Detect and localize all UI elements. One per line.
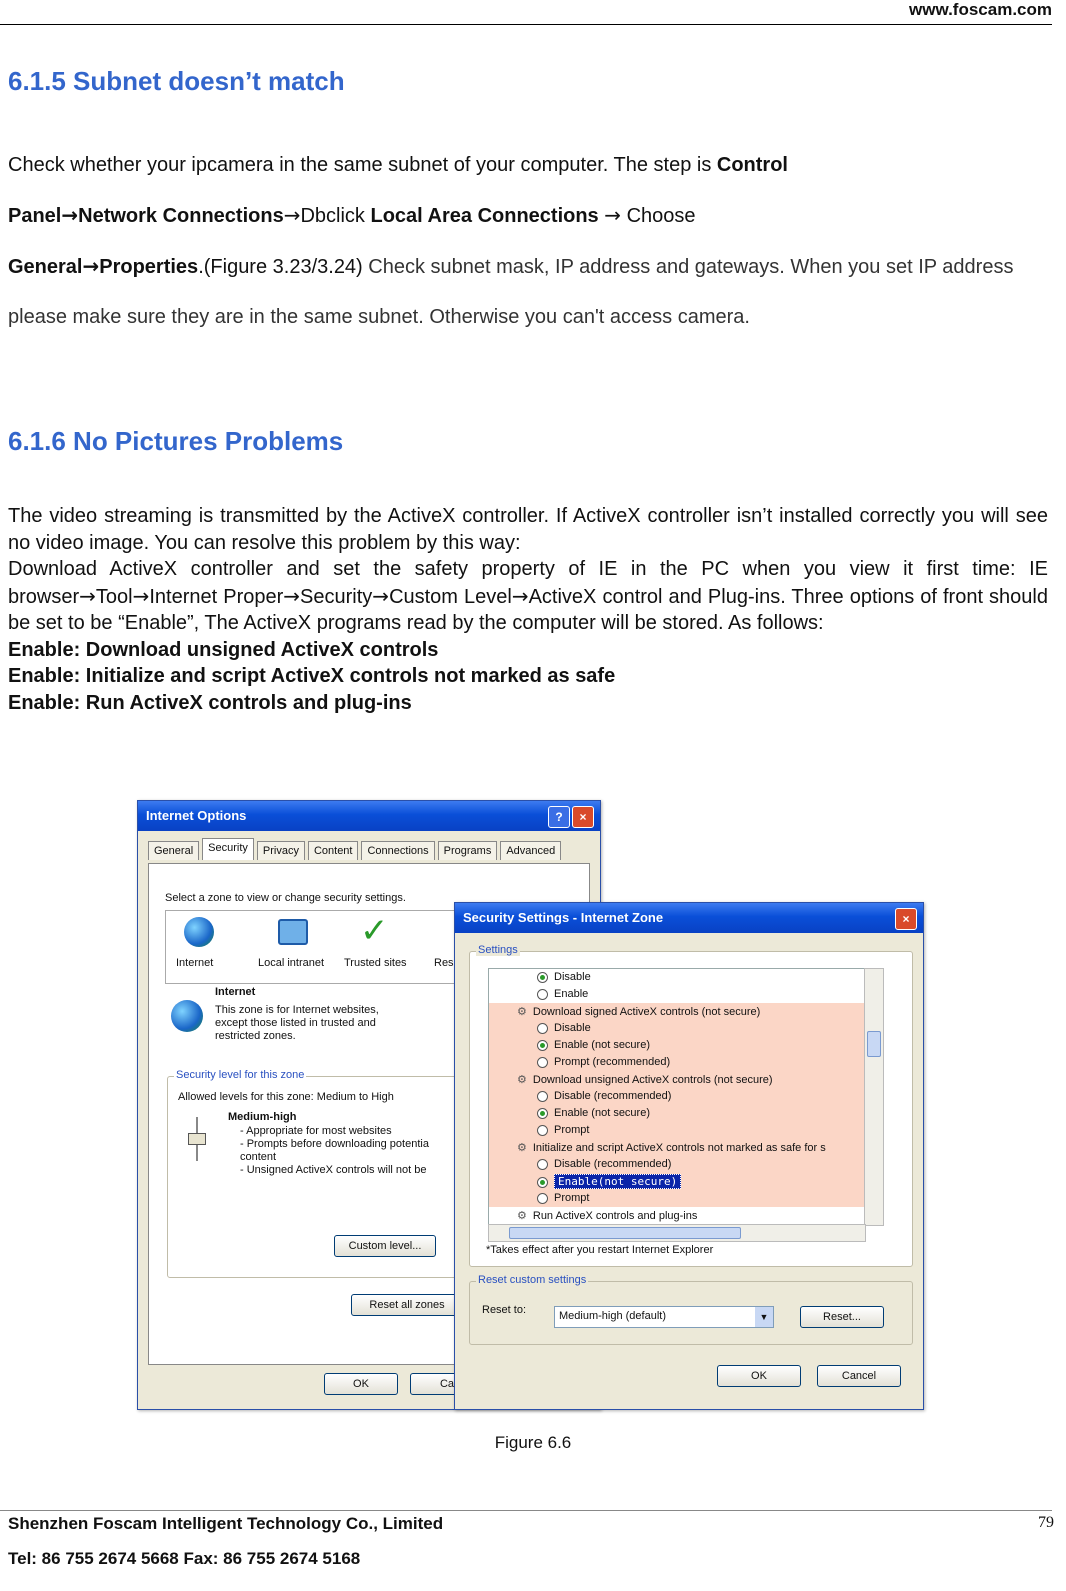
radio-button[interactable] [537, 1040, 548, 1051]
arrow-icon: → [283, 203, 301, 227]
step-security: Security [300, 585, 373, 608]
setting-label: Download unsigned ActiveX controls (not secure) [532, 1074, 773, 1086]
gear-icon: ⚙ [517, 1073, 527, 1086]
step-internet: Internet Proper [149, 585, 284, 608]
setting-label: Run ActiveX controls and plug-ins [532, 1210, 698, 1222]
zone-list [165, 910, 467, 984]
setting-label: Enable (not secure) [554, 1107, 650, 1119]
text-panel: Panel [8, 205, 62, 227]
figure-caption: Figure 6.6 [494, 1433, 572, 1452]
globe-icon [184, 917, 214, 947]
para2-a: Download ActiveX controller and set the safety property of IE in the PC when you view it first time: IE browser [8, 558, 1048, 608]
radio-button[interactable] [537, 1193, 548, 1204]
reset-button[interactable]: Reset... [800, 1306, 884, 1328]
radio-button[interactable] [537, 1108, 548, 1119]
text-rest: Check subnet mask, IP address and gateways. When you set IP address please make sure they are in the same subnet. Otherwise you can't access camera. [8, 256, 1014, 328]
arrow-icon: → [604, 203, 622, 227]
section-title-pictures: 6.1.6 No Pictures Problems [8, 426, 344, 456]
level-line: - Appropriate for most websites [240, 1125, 392, 1137]
setting-label: Enable(not secure) [554, 1174, 681, 1189]
tab-content[interactable]: Content [308, 841, 359, 860]
text-a: Check whether your ipcamera in the same subnet of your computer. The step is [8, 154, 717, 176]
setting-label: Disable (recommended) [554, 1090, 672, 1102]
zone-trusted-sites[interactable]: Trusted sites [344, 957, 407, 969]
security-level-slider[interactable] [188, 1133, 206, 1145]
text-dbclick: Dbclick [300, 205, 371, 227]
cancel-button[interactable]: Ca [410, 1373, 484, 1395]
tab-advanced[interactable]: Advanced [500, 841, 561, 860]
arrow-icon: → [79, 583, 96, 608]
para1: The video streaming is transmitted by the ActiveX controller. If ActiveX controller isn’t installed correctly you will see no video image. You can resolve this problem by this way: [8, 505, 1048, 554]
scroll-thumb[interactable] [867, 1031, 881, 1057]
footer-rule [0, 1510, 1052, 1511]
para2 [8, 556, 1048, 637]
section-title-subnet: 6.1.5 Subnet doesn’t match [8, 66, 345, 96]
setting-option[interactable] [489, 1122, 865, 1139]
reset-to-dropdown[interactable] [554, 1306, 774, 1328]
subnet-paragraph [8, 140, 1048, 342]
settings-lines [489, 969, 865, 1241]
security-settings-titlebar [455, 903, 923, 933]
page-number: 79 [1038, 1514, 1054, 1531]
enable-line-2: Enable: Initialize and script ActiveX controls not marked as safe [8, 665, 616, 687]
step-tool: Tool [95, 585, 133, 608]
arrow-icon: → [61, 203, 79, 227]
tab-general[interactable]: General [148, 841, 199, 860]
radio-button[interactable] [537, 1091, 548, 1102]
text-control: Control [716, 154, 788, 176]
setting-label: Enable (not secure) [554, 1039, 650, 1051]
header-rule [0, 24, 1052, 25]
arrow-icon: → [283, 583, 301, 608]
reset-group [469, 1274, 913, 1345]
setting-option[interactable] [489, 986, 865, 1003]
setting-option[interactable] [489, 1190, 865, 1207]
reset-to-label: Reset to: [482, 1304, 527, 1316]
text-figure-ref: .(Figure 3.23/3.24) [198, 256, 369, 278]
select-zone-label: Select a zone to view or change security settings. [165, 892, 406, 904]
radio-button[interactable] [537, 1159, 548, 1170]
vertical-scrollbar[interactable] [864, 968, 884, 1226]
radio-button[interactable] [537, 1125, 548, 1136]
arrow-icon: → [372, 583, 390, 608]
tab-security[interactable]: Security [202, 838, 254, 860]
setting-label: Enable [554, 988, 589, 1000]
gear-icon: ⚙ [517, 1005, 527, 1018]
step-custom: Custom Level [389, 585, 512, 608]
setting-heading [489, 1071, 865, 1088]
text-choose: Choose [621, 205, 696, 227]
ok-button[interactable]: OK [717, 1365, 801, 1387]
radio-button[interactable] [537, 972, 548, 983]
help-icon[interactable]: ? [548, 806, 570, 828]
setting-heading [489, 1003, 865, 1020]
checkmark-icon: ✓ [360, 911, 389, 951]
setting-heading [489, 1207, 865, 1224]
text-network: Network Connections [78, 205, 284, 227]
setting-label: Download signed ActiveX controls (not secure) [532, 1006, 761, 1018]
close-icon[interactable]: × [895, 908, 917, 930]
horizontal-scrollbar[interactable] [488, 1224, 866, 1242]
zone-internet[interactable]: Internet [176, 957, 214, 969]
ok-button[interactable]: OK [324, 1373, 398, 1395]
setting-option[interactable] [489, 1173, 865, 1190]
arrow-icon: → [511, 583, 529, 608]
tab-privacy[interactable]: Privacy [257, 841, 305, 860]
footer-company: Shenzhen Foscam Intelligent Technology Co., Limited [8, 1514, 444, 1533]
text-local: Local Area Connections [370, 205, 599, 227]
settings-group [469, 944, 913, 1267]
allowed-levels: Allowed levels for this zone: Medium to High [178, 1091, 394, 1103]
zone-local-intranet[interactable]: Local intranet [258, 957, 325, 969]
setting-label: Disable [554, 1022, 591, 1034]
tab-connections[interactable]: Connections [361, 841, 434, 860]
gear-icon: ⚙ [517, 1209, 527, 1222]
internet-options-titlebar [138, 801, 600, 831]
security-level-label: Security level for this zone [176, 1069, 305, 1081]
pictures-paragraph [8, 503, 1048, 716]
zone-restricted[interactable]: Res [434, 957, 454, 969]
arrow-icon: → [132, 583, 150, 608]
setting-label: Disable [554, 971, 591, 983]
setting-label: Prompt [554, 1192, 590, 1204]
setting-option[interactable] [489, 1105, 865, 1122]
footer-tel: Tel: 86 755 2674 5668 Fax: 86 755 2674 5168 [8, 1549, 361, 1568]
zone-title: Internet [215, 986, 256, 998]
setting-label: Prompt (recommended) [554, 1056, 671, 1068]
globe-icon [171, 1000, 203, 1032]
reset-group-label: Reset custom settings [478, 1274, 587, 1286]
header-url: www.foscam.com [909, 0, 1052, 19]
radio-button[interactable] [537, 1177, 548, 1188]
reset-all-zones-button[interactable]: Reset all zones [351, 1294, 463, 1316]
setting-label: Disable (recommended) [554, 1158, 672, 1170]
level-description [240, 1125, 429, 1177]
text-general: General [8, 256, 83, 278]
close-icon[interactable]: × [572, 806, 594, 828]
security-settings-dialog [454, 902, 924, 1410]
text-properties: Properties [99, 256, 199, 278]
radio-button[interactable] [537, 989, 548, 1000]
setting-label: Prompt [554, 1124, 590, 1136]
setting-option[interactable] [489, 1156, 865, 1173]
cancel-button[interactable]: Cancel [817, 1365, 901, 1387]
scroll-thumb[interactable] [509, 1227, 741, 1239]
gear-icon: ⚙ [517, 1141, 527, 1154]
para2-b: Three options of front should be set to be “Enable”, The ActiveX programs read by the computer will be stored. As follows: [8, 585, 1048, 634]
settings-label: Settings [478, 944, 518, 956]
enable-line-1: Enable: Download unsigned ActiveX controls [8, 638, 439, 661]
radio-button[interactable] [537, 1057, 548, 1068]
setting-option[interactable] [489, 1037, 865, 1054]
setting-label: Initialize and script ActiveX controls not marked as safe for s [532, 1142, 826, 1154]
radio-button[interactable] [537, 1023, 548, 1034]
restart-note: *Takes effect after you restart Internet Explorer [486, 1244, 714, 1256]
level-name: Medium-high [228, 1111, 297, 1123]
arrow-icon: → [82, 254, 100, 278]
zone-description: This zone is for Internet websites, except those listed in trusted and restricted zones. [215, 1004, 379, 1042]
setting-option[interactable] [489, 1088, 865, 1105]
level-line: - Prompts before downloading potentia [240, 1138, 429, 1150]
setting-option[interactable] [489, 1054, 865, 1071]
dialog-title: Security Settings - Internet Zone [463, 910, 664, 925]
settings-list[interactable] [488, 968, 866, 1226]
level-line: content [240, 1151, 277, 1163]
tab-programs[interactable]: Programs [438, 841, 498, 860]
computer-icon [278, 919, 308, 945]
level-line: - Unsigned ActiveX controls will not be [240, 1164, 427, 1176]
step-activex: ActiveX control and Plug-ins. [528, 585, 786, 608]
enable-line-3: Enable: Run ActiveX controls and plug-ins [8, 691, 412, 714]
dialog-title: Internet Options [146, 808, 247, 823]
setting-option[interactable] [489, 1020, 865, 1037]
reset-to-value: Medium-high (default) [559, 1310, 666, 1322]
chevron-down-icon[interactable]: ▼ [755, 1307, 773, 1327]
setting-option[interactable] [489, 969, 865, 986]
setting-heading [489, 1139, 865, 1156]
tab-strip [148, 841, 561, 860]
custom-level-button[interactable]: Custom level... [334, 1235, 436, 1257]
